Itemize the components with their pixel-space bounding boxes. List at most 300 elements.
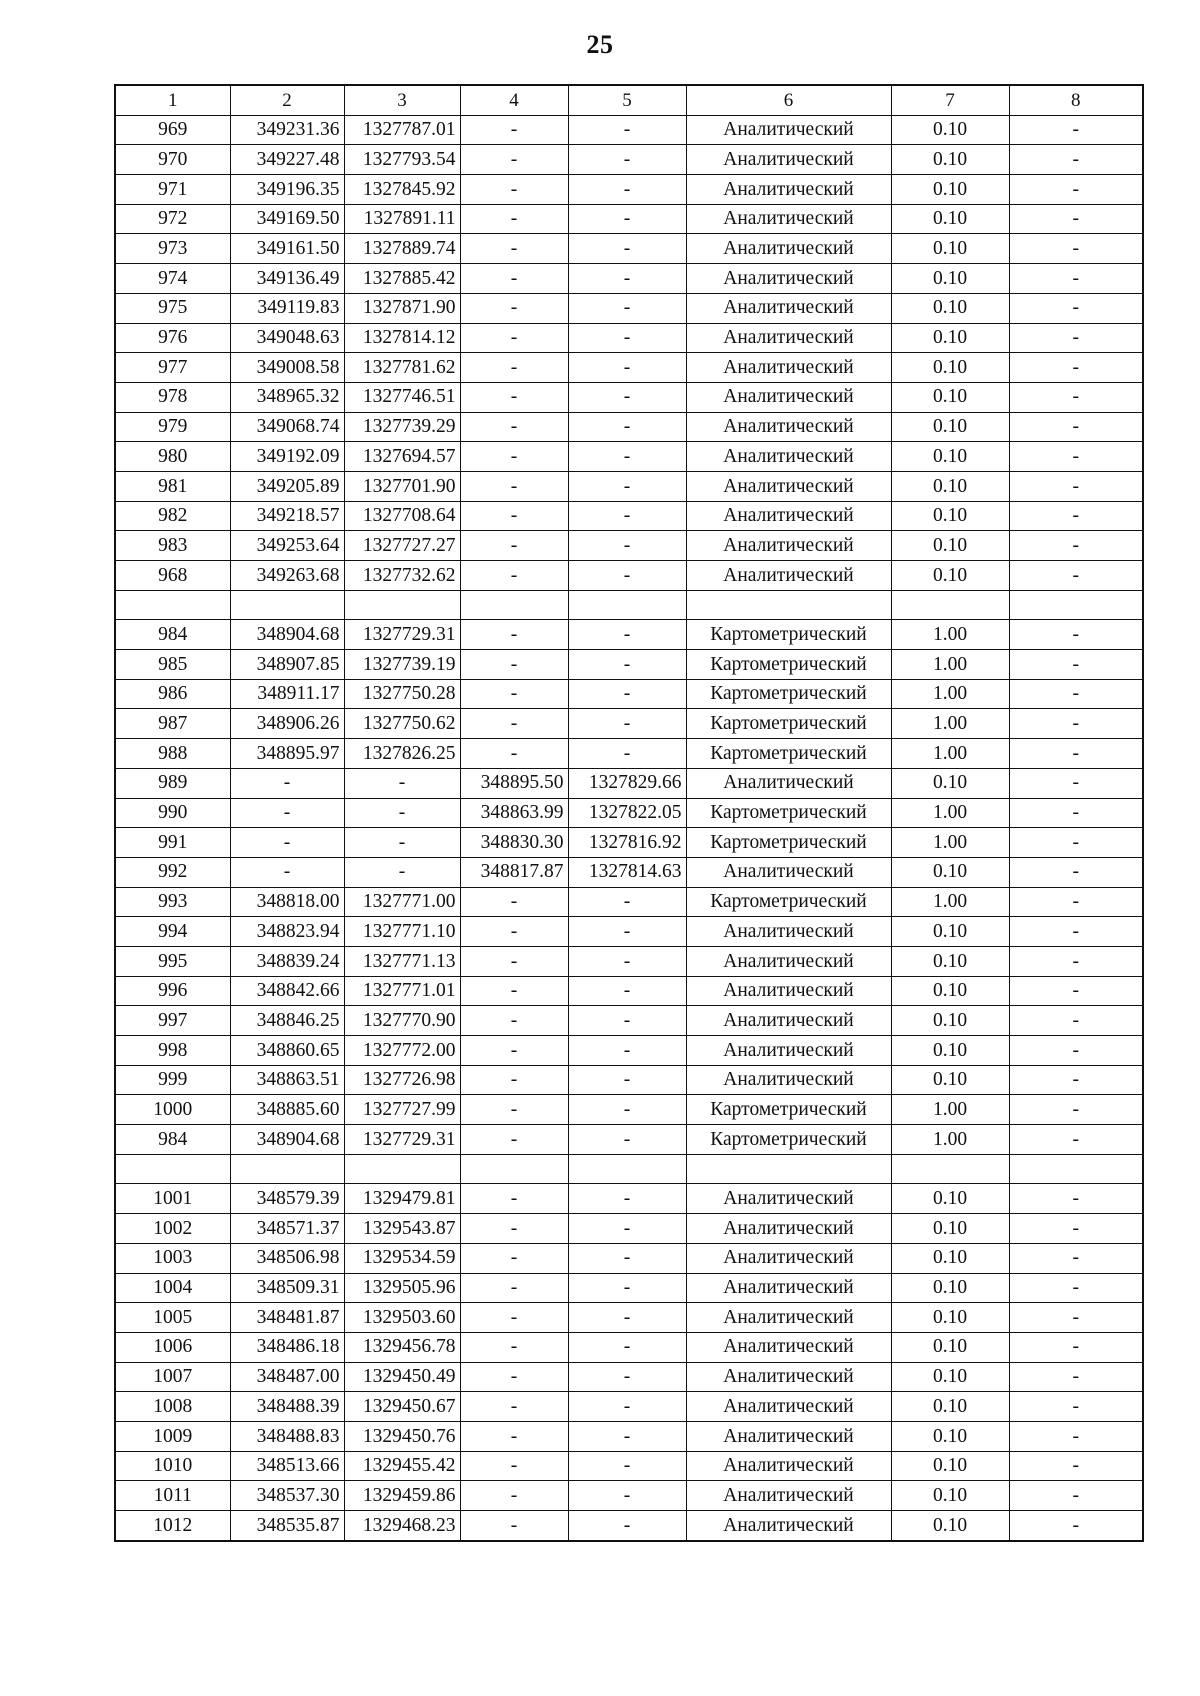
table-cell-col-5: - [568,561,686,591]
table-cell-col-1: 1010 [115,1451,230,1481]
table-cell-col-2: 349161.50 [230,234,344,264]
table-cell-col-4: - [460,709,568,739]
table-cell-col-5: - [568,1392,686,1422]
table-cell-col-4: - [460,115,568,145]
table-cell-col-7: 0.10 [891,382,1009,412]
table-cell-col-5: - [568,382,686,412]
table-cell-col-7: 0.10 [891,442,1009,472]
table-cell-col-2: 348579.39 [230,1184,344,1214]
table-cell-col-3: 1329450.76 [344,1421,460,1451]
table-cell-col-8: - [1009,501,1143,531]
table-cell-col-7: 1.00 [891,1125,1009,1155]
table-cell-col-3: 1327732.62 [344,561,460,591]
table-cell-col-4: - [460,501,568,531]
table-cell-col-4: - [460,650,568,680]
table-cell-col-8: - [1009,323,1143,353]
table-cell-col-3: 1327726.98 [344,1065,460,1095]
table-cell-col-1: 971 [115,175,230,205]
table-cell-col-1: 978 [115,382,230,412]
table-cell-col-8: - [1009,828,1143,858]
table-cell-col-2: 348571.37 [230,1214,344,1244]
table-cell-col-3: - [344,828,460,858]
table-cell-col-1: 969 [115,115,230,145]
table-cell-col-1: 973 [115,234,230,264]
table-cell-col-2: - [230,828,344,858]
table-cell-col-4: - [460,264,568,294]
separator-row [115,1154,1143,1184]
table-cell-col-5: - [568,501,686,531]
table-cell-col-6: Аналитический [686,1332,891,1362]
table-cell-col-8: - [1009,531,1143,561]
table-cell-col-2: 349136.49 [230,264,344,294]
table-row [115,561,1143,591]
table-cell-col-6: Аналитический [686,382,891,412]
table-cell-col-4: 348863.99 [460,798,568,828]
table-cell-col-4: - [460,1392,568,1422]
table-cell-col-5: - [568,264,686,294]
table-cell-col-2: 349048.63 [230,323,344,353]
table-cell-col-1: 1001 [115,1184,230,1214]
table-cell-col-7: 0.10 [891,917,1009,947]
table-cell-col-2: 349008.58 [230,353,344,383]
table-cell-col-4: - [460,412,568,442]
table-cell-col-7: 1.00 [891,620,1009,650]
table-cell-col-1: 993 [115,887,230,917]
table-cell-col-1: 985 [115,650,230,680]
table-cell-col-1: 974 [115,264,230,294]
table-cell-col-6: Картометрический [686,1125,891,1155]
table-cell-col-4: - [460,1362,568,1392]
table-cell-col-6: Аналитический [686,145,891,175]
table-cell-col-1 [115,1154,230,1184]
table-cell-col-6: Картометрический [686,650,891,680]
table-cell-col-7: 0.10 [891,412,1009,442]
table-cell-col-3: 1327771.01 [344,976,460,1006]
table-cell-col-8: - [1009,976,1143,1006]
table-row [115,353,1143,383]
table-cell-col-2: 348860.65 [230,1036,344,1066]
table-cell-col-5: - [568,1006,686,1036]
table-cell-col-6: Аналитический [686,1392,891,1422]
table-cell-col-6: Картометрический [686,679,891,709]
table-cell-col-1: 979 [115,412,230,442]
table-cell-col-2: 348906.26 [230,709,344,739]
table-cell-col-3: 1327772.00 [344,1036,460,1066]
table-cell-col-4: - [460,1065,568,1095]
table-cell-col-6: Аналитический [686,234,891,264]
table-cell-col-5: - [568,887,686,917]
table-cell-col-7: 0.10 [891,204,1009,234]
table-row [115,442,1143,472]
table-row [115,1392,1143,1422]
table-cell-col-2: 348481.87 [230,1303,344,1333]
table-cell-col-4: - [460,204,568,234]
table-cell-col-5: - [568,1362,686,1392]
table-cell-col-5: - [568,1481,686,1511]
table-cell-col-5: - [568,1065,686,1095]
table-cell-col-1: 990 [115,798,230,828]
table-cell-col-8: - [1009,798,1143,828]
table-row [115,145,1143,175]
table-cell-col-2: 348885.60 [230,1095,344,1125]
table-cell-col-2 [230,590,344,620]
table-cell-col-5: - [568,1125,686,1155]
table-cell-col-1: 988 [115,739,230,769]
table-cell-col-6: Аналитический [686,501,891,531]
table-cell-col-8: - [1009,471,1143,501]
table-row [115,1065,1143,1095]
table-cell-col-5: - [568,412,686,442]
table-cell-col-1: 996 [115,976,230,1006]
table-cell-col-5: - [568,1303,686,1333]
table-cell-col-2: 349196.35 [230,175,344,205]
table-cell-col-6: Аналитический [686,946,891,976]
table-cell-col-1: 982 [115,501,230,531]
table-cell-col-6: Аналитический [686,204,891,234]
table-cell-col-8: - [1009,1125,1143,1155]
table-cell-col-1 [115,590,230,620]
column-header-1: 1 [115,85,230,115]
table-cell-col-8 [1009,1154,1143,1184]
table-cell-col-6: Картометрический [686,887,891,917]
table-cell-col-1: 975 [115,293,230,323]
table-row [115,501,1143,531]
table-cell-col-7: 0.10 [891,946,1009,976]
table-cell-col-8: - [1009,204,1143,234]
table-row [115,679,1143,709]
table-cell-col-2: 349263.68 [230,561,344,591]
table-cell-col-4: - [460,471,568,501]
table-cell-col-5: - [568,1451,686,1481]
table-row [115,917,1143,947]
table-cell-col-6: Аналитический [686,471,891,501]
table-row [115,1421,1143,1451]
table-cell-col-6: Аналитический [686,917,891,947]
table-cell-col-5 [568,590,686,620]
table-row [115,1273,1143,1303]
table-row [115,1036,1143,1066]
table-cell-col-8: - [1009,442,1143,472]
table-cell-col-2: 348488.83 [230,1421,344,1451]
table-cell-col-8: - [1009,1451,1143,1481]
table-cell-col-3: - [344,798,460,828]
table-cell-col-4: - [460,323,568,353]
table-cell-col-7: 0.10 [891,561,1009,591]
table-cell-col-2: 349068.74 [230,412,344,442]
table-cell-col-2: 349119.83 [230,293,344,323]
table-cell-col-5: - [568,917,686,947]
table-cell-col-7: 1.00 [891,887,1009,917]
table-cell-col-5: - [568,1214,686,1244]
table-row [115,946,1143,976]
table-cell-col-6: Аналитический [686,353,891,383]
table-cell-col-2: 348487.00 [230,1362,344,1392]
table-cell-col-1: 970 [115,145,230,175]
table-cell-col-3: 1327826.25 [344,739,460,769]
table-cell-col-7: 0.10 [891,1184,1009,1214]
table-cell-col-4: - [460,1214,568,1244]
table-row [115,1184,1143,1214]
table-cell-col-7 [891,1154,1009,1184]
table-cell-col-7: 0.10 [891,1065,1009,1095]
table-row [115,382,1143,412]
table-row [115,1303,1143,1333]
table-cell-col-1: 991 [115,828,230,858]
table-cell-col-7: 0.10 [891,323,1009,353]
table-cell-col-2: 348965.32 [230,382,344,412]
table-cell-col-8: - [1009,1065,1143,1095]
table-cell-col-3: 1329450.67 [344,1392,460,1422]
table-cell-col-3: 1327845.92 [344,175,460,205]
table-cell-col-6: Аналитический [686,1451,891,1481]
table-cell-col-6 [686,590,891,620]
table-cell-col-2: 349231.36 [230,115,344,145]
table-cell-col-2: 348863.51 [230,1065,344,1095]
table-cell-col-3: 1327750.62 [344,709,460,739]
table-cell-col-8: - [1009,1332,1143,1362]
table-cell-col-8: - [1009,1184,1143,1214]
table-row [115,471,1143,501]
table-cell-col-8: - [1009,293,1143,323]
table-cell-col-6: Аналитический [686,1273,891,1303]
table-cell-col-8: - [1009,1273,1143,1303]
table-row [115,1481,1143,1511]
table-cell-col-7: 0.10 [891,1421,1009,1451]
table-cell-col-5: - [568,946,686,976]
table-cell-col-8: - [1009,1243,1143,1273]
table-cell-col-8: - [1009,768,1143,798]
table-cell-col-7: 1.00 [891,828,1009,858]
table-cell-col-2: 349192.09 [230,442,344,472]
table-row [115,293,1143,323]
table-cell-col-4: - [460,917,568,947]
table-cell-col-7: 0.10 [891,145,1009,175]
table-cell-col-4: - [460,1421,568,1451]
table-cell-col-6: Аналитический [686,768,891,798]
table-row [115,264,1143,294]
table-cell-col-8: - [1009,561,1143,591]
table-cell-col-8: - [1009,264,1143,294]
table-cell-col-1: 984 [115,1125,230,1155]
table-cell-col-3: 1327770.90 [344,1006,460,1036]
table-cell-col-7: 0.10 [891,1273,1009,1303]
table-cell-col-6: Аналитический [686,1036,891,1066]
table-cell-col-1: 1011 [115,1481,230,1511]
table-cell-col-6: Картометрический [686,1095,891,1125]
table-cell-col-3: 1327739.29 [344,412,460,442]
table-cell-col-2: 349218.57 [230,501,344,531]
table-cell-col-4: - [460,1125,568,1155]
table-cell-col-8: - [1009,1362,1143,1392]
table-cell-col-5: - [568,1095,686,1125]
table-row [115,768,1143,798]
table-cell-col-3 [344,590,460,620]
table-row [115,412,1143,442]
table-cell-col-4: - [460,679,568,709]
table-cell-col-5: 1327814.63 [568,857,686,887]
table-cell-col-3: - [344,857,460,887]
table-cell-col-2: - [230,798,344,828]
table-row [115,1006,1143,1036]
table-cell-col-5: - [568,323,686,353]
table-cell-col-4: - [460,739,568,769]
table-cell-col-3: 1327781.62 [344,353,460,383]
table-cell-col-2: 348904.68 [230,1125,344,1155]
table-cell-col-1: 999 [115,1065,230,1095]
table-cell-col-6: Аналитический [686,1511,891,1541]
table-cell-col-2: 348513.66 [230,1451,344,1481]
table-cell-col-7: 0.10 [891,857,1009,887]
table-cell-col-1: 995 [115,946,230,976]
table-cell-col-5: - [568,976,686,1006]
column-header-3: 3 [344,85,460,115]
table-cell-col-5: 1327822.05 [568,798,686,828]
table-cell-col-2: 348535.87 [230,1511,344,1541]
table-cell-col-1: 981 [115,471,230,501]
table-cell-col-5: - [568,145,686,175]
column-header-6: 6 [686,85,891,115]
table-cell-col-2: 348818.00 [230,887,344,917]
table-cell-col-8: - [1009,917,1143,947]
table-cell-col-6: Картометрический [686,798,891,828]
table-cell-col-2: - [230,857,344,887]
table-cell-col-1: 1009 [115,1421,230,1451]
table-cell-col-3: 1329450.49 [344,1362,460,1392]
table-cell-col-7: 0.10 [891,1392,1009,1422]
table-cell-col-4: 348895.50 [460,768,568,798]
table-cell-col-6: Картометрический [686,709,891,739]
table-cell-col-2: 348904.68 [230,620,344,650]
table-cell-col-5: - [568,679,686,709]
table-cell-col-6: Аналитический [686,1065,891,1095]
table-row [115,828,1143,858]
table-cell-col-3: 1329468.23 [344,1511,460,1541]
table-cell-col-4: - [460,293,568,323]
table-cell-col-8: - [1009,115,1143,145]
table-cell-col-2: - [230,768,344,798]
table-body [115,115,1143,1541]
table-cell-col-6: Картометрический [686,620,891,650]
table-cell-col-8: - [1009,1303,1143,1333]
table-cell-col-1: 1000 [115,1095,230,1125]
table-row [115,323,1143,353]
table-cell-col-2: 348846.25 [230,1006,344,1036]
table-cell-col-4: - [460,382,568,412]
table-cell-col-1: 1003 [115,1243,230,1273]
table-cell-col-8: - [1009,679,1143,709]
table-cell-col-7: 0.10 [891,1006,1009,1036]
table-cell-col-5: 1327829.66 [568,768,686,798]
table-cell-col-6: Аналитический [686,531,891,561]
table-cell-col-3: - [344,768,460,798]
table-cell-col-8: - [1009,739,1143,769]
table-cell-col-3: 1327771.10 [344,917,460,947]
table-cell-col-5: - [568,650,686,680]
table-row [115,1243,1143,1273]
table-cell-col-6: Картометрический [686,828,891,858]
table-cell-col-1: 984 [115,620,230,650]
column-header-7: 7 [891,85,1009,115]
table-cell-col-3: 1327739.19 [344,650,460,680]
table-cell-col-4: - [460,442,568,472]
table-cell-col-5: - [568,739,686,769]
table-cell-col-4: - [460,887,568,917]
table-cell-col-6: Аналитический [686,442,891,472]
table-cell-col-5: - [568,353,686,383]
table-cell-col-2: 348537.30 [230,1481,344,1511]
table-row [115,1095,1143,1125]
table-cell-col-4: - [460,1273,568,1303]
table-cell-col-3: 1327787.01 [344,115,460,145]
table-cell-col-7: 0.10 [891,293,1009,323]
table-cell-col-4: - [460,946,568,976]
table-cell-col-1: 1005 [115,1303,230,1333]
table-cell-col-7: 0.10 [891,531,1009,561]
table-cell-col-6: Аналитический [686,1362,891,1392]
table-cell-col-7: 1.00 [891,709,1009,739]
table-cell-col-6: Аналитический [686,264,891,294]
table-cell-col-1: 1008 [115,1392,230,1422]
table-cell-col-2: 348509.31 [230,1273,344,1303]
table-cell-col-4: - [460,1036,568,1066]
table-cell-col-2: 349227.48 [230,145,344,175]
table-cell-col-7: 0.10 [891,976,1009,1006]
table-cell-col-3: 1329459.86 [344,1481,460,1511]
table-cell-col-7: 0.10 [891,1332,1009,1362]
table-cell-col-4: - [460,1511,568,1541]
table-cell-col-1: 972 [115,204,230,234]
table-cell-col-8: - [1009,1481,1143,1511]
table-row [115,857,1143,887]
table-cell-col-4: 348817.87 [460,857,568,887]
table-cell-col-2: 348488.39 [230,1392,344,1422]
table-cell-col-6: Картометрический [686,739,891,769]
table-cell-col-4: - [460,175,568,205]
table-cell-col-7 [891,590,1009,620]
table-row [115,620,1143,650]
table-cell-col-6: Аналитический [686,1243,891,1273]
table-cell-col-7: 1.00 [891,798,1009,828]
table-cell-col-3: 1327729.31 [344,620,460,650]
table-cell-col-5: - [568,1332,686,1362]
table-cell-col-1: 983 [115,531,230,561]
column-header-4: 4 [460,85,568,115]
table-cell-col-6: Аналитический [686,1214,891,1244]
table-cell-col-1: 968 [115,561,230,591]
table-cell-col-7: 0.10 [891,1243,1009,1273]
table-row [115,204,1143,234]
table-cell-col-1: 1012 [115,1511,230,1541]
table-cell-col-1: 1006 [115,1332,230,1362]
table-cell-col-2: 348842.66 [230,976,344,1006]
table-cell-col-1: 986 [115,679,230,709]
table-cell-col-4: - [460,976,568,1006]
table-cell-col-4 [460,590,568,620]
table-cell-col-4: - [460,145,568,175]
table-cell-col-5: - [568,293,686,323]
table-cell-col-1: 987 [115,709,230,739]
table-cell-col-3 [344,1154,460,1184]
table-cell-col-5: - [568,175,686,205]
table-cell-col-4: - [460,1451,568,1481]
table-cell-col-8: - [1009,650,1143,680]
table-cell-col-3: 1327885.42 [344,264,460,294]
table-cell-col-3: 1327708.64 [344,501,460,531]
table-cell-col-1: 1002 [115,1214,230,1244]
table-cell-col-7: 0.10 [891,353,1009,383]
table-header [115,85,1143,115]
table-cell-col-8: - [1009,382,1143,412]
